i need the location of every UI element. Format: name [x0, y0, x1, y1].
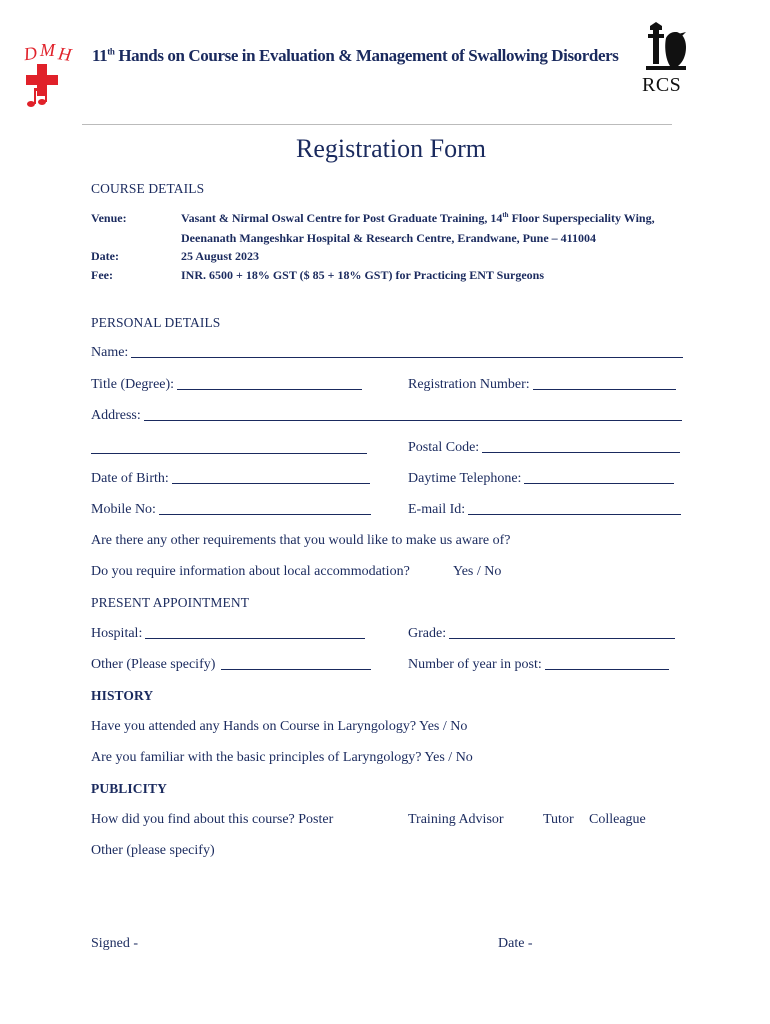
title-label: Title (Degree): [91, 377, 175, 392]
publicity-option-colleague[interactable]: Colleague [589, 812, 646, 827]
other-requirements-question: Are there any other requirements that you would like to make us aware of? [91, 533, 511, 548]
years-in-post-field[interactable] [408, 657, 669, 673]
form-title: Registration Form [296, 134, 486, 163]
dmh-logo-icon [20, 40, 80, 112]
accommodation-question: Do you require information about local accommodation? [91, 564, 410, 579]
email-label: E-mail Id: [408, 502, 466, 517]
publicity-option-tutor[interactable]: Tutor [543, 812, 574, 827]
dob-input-line[interactable] [172, 482, 370, 484]
grade-input-line[interactable] [449, 637, 675, 639]
course-title: 11th Hands on Course in Evaluation & Management of Swallowing Disorders [92, 46, 619, 65]
other-appointment-label: Other (Please specify) [91, 657, 216, 672]
name-input-line[interactable] [131, 356, 683, 358]
hospital-field[interactable] [91, 626, 365, 642]
name-field[interactable] [91, 345, 683, 361]
venue-line1: Vasant & Nirmal Oswal Centre for Post Graduate Training, 14th Floor Superspeciality Wing, [181, 211, 655, 225]
publicity-heading: PUBLICITY [91, 781, 167, 796]
course-details-heading: COURSE DETAILS [91, 181, 205, 196]
daytime-telephone-label: Daytime Telephone: [408, 471, 522, 486]
publicity-question: How did you find about this course? Poster [91, 812, 334, 827]
email-field[interactable] [408, 502, 681, 518]
dob-label: Date of Birth: [91, 471, 169, 486]
years-in-post-label: Number of year in post: [408, 657, 542, 672]
title-field[interactable] [91, 377, 362, 393]
accommodation-options[interactable]: Yes / No [453, 564, 502, 579]
dob-field[interactable] [91, 471, 370, 487]
email-input-line[interactable] [468, 513, 681, 515]
postal-code-field[interactable] [408, 440, 680, 456]
fee-label: Fee: [91, 268, 113, 282]
header-divider [82, 124, 672, 125]
mobile-label: Mobile No: [91, 502, 156, 517]
svg-text:H: H [56, 43, 73, 65]
date-value: 25 August 2023 [181, 249, 260, 263]
registration-label: Registration Number: [408, 377, 530, 392]
daytime-telephone-field[interactable] [408, 471, 674, 487]
grade-field[interactable] [408, 626, 675, 642]
venue-label: Venue: [91, 211, 127, 225]
other-appointment-input-line[interactable] [221, 668, 371, 670]
svg-text:D: D [22, 42, 39, 65]
mobile-input-line[interactable] [159, 513, 371, 515]
history-heading: HISTORY [91, 688, 154, 703]
postal-code-label: Postal Code: [408, 440, 480, 455]
fee-value: INR. 6500 + 18% GST ($ 85 + 18% GST) for Practicing ENT Surgeons [181, 268, 545, 282]
svg-text:M: M [40, 40, 55, 60]
title-input-line[interactable] [177, 388, 362, 390]
other-appointment-field[interactable] [91, 657, 371, 673]
publicity-option-training-advisor[interactable]: Training Advisor [408, 812, 504, 827]
address-line-2[interactable] [91, 453, 367, 454]
grade-label: Grade: [408, 626, 447, 641]
date-signature-label: Date - [498, 936, 533, 951]
years-in-post-input-line[interactable] [545, 668, 669, 670]
signed-label: Signed - [91, 936, 139, 951]
daytime-telephone-input-line[interactable] [524, 482, 674, 484]
publicity-other: Other (please specify) [91, 843, 215, 858]
personal-details-heading: PERSONAL DETAILS [91, 315, 221, 330]
postal-code-input-line[interactable] [482, 451, 680, 453]
hospital-label: Hospital: [91, 626, 143, 641]
venue-line2: Deenanath Mangeshkar Hospital & Research Centre, Erandwane, Pune – 411004 [181, 231, 597, 245]
present-appointment-heading: PRESENT APPOINTMENT [91, 595, 250, 610]
date-label: Date: [91, 249, 119, 263]
address-label: Address: [91, 408, 141, 423]
hospital-input-line[interactable] [145, 637, 365, 639]
registration-input-line[interactable] [533, 388, 676, 390]
registration-field[interactable] [408, 377, 676, 393]
history-question-2: Are you familiar with the basic principles of Laryngology? Yes / No [91, 750, 473, 765]
mobile-field[interactable] [91, 502, 371, 518]
name-label: Name: [91, 345, 129, 360]
rcs-logo-text: RCS [642, 74, 682, 96]
history-question-1: Have you attended any Hands on Course in Laryngology? Yes / No [91, 719, 468, 734]
address-input-line[interactable] [144, 419, 682, 421]
address-field[interactable] [91, 408, 682, 424]
